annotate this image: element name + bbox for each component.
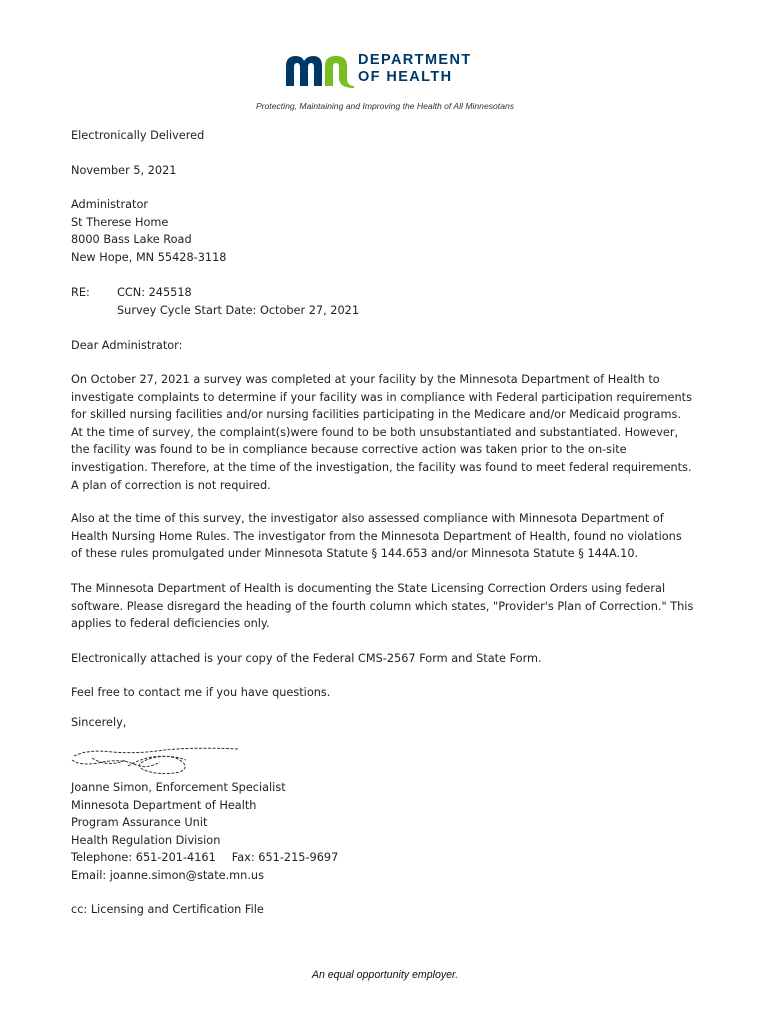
recipient-street: 8000 Bass Lake Road: [71, 233, 192, 247]
handwritten-signature: [68, 744, 243, 776]
re-survey-date: Survey Cycle Start Date: October 27, 2021: [117, 303, 360, 317]
cc-line: cc: Licensing and Certification File: [71, 903, 264, 916]
recipient-city: New Hope, MN 55428-3118: [71, 250, 227, 264]
signer-unit: Program Assurance Unit: [71, 816, 208, 830]
logo-line-of-health: OF HEALTH: [358, 69, 453, 85]
recipient-address: [71, 196, 696, 266]
recipient-name: St Therese Home: [71, 215, 169, 229]
logo-wordmark: [358, 52, 472, 86]
delivery-method: Electronically Delivered: [71, 129, 205, 142]
closing: Sincerely,: [71, 716, 127, 729]
signer-name: Joanne Simon, Enforcement Specialist: [71, 781, 286, 794]
paragraph-5: Feel free to contact me if you have questions.: [71, 686, 331, 699]
paragraph-4: Electronically attached is your copy of the Federal CMS-2567 Form and State Form.: [71, 652, 542, 665]
recipient-title: Administrator: [71, 198, 149, 211]
paragraph-2: Also at the time of this survey, the investigator also assessed compliance with Minnesota Department of Health Nursing Home Rules. The investigator from the Minnesota Department of Health, found no violations of these rules promulgated under Minnesota Statute § 144.653 and/or Minnesota Statute § 144A.10.: [71, 512, 682, 561]
signer-org: Minnesota Department of Health: [71, 798, 257, 812]
re-block: [71, 284, 696, 319]
signer-phone-fax: [71, 849, 696, 867]
letter-date: November 5, 2021: [71, 164, 177, 177]
tagline: Protecting, Maintaining and Improving the Health of All Minnesotans: [255, 101, 515, 111]
re-ccn: CCN: 245518: [117, 286, 192, 299]
signer-telephone: Telephone: 651-201-4161: [71, 851, 216, 865]
paragraph-3: The Minnesota Department of Health is documenting the State Licensing Correction Orders using federal software. Please disregard the heading of the fourth column which states, "Provider's Plan of Correction." This applies to federal deficiencies only.: [71, 582, 694, 631]
mdh-logo: [284, 52, 494, 88]
logo-line-department: DEPARTMENT: [358, 52, 472, 68]
signer-email: Email: joanne.simon@state.mn.us: [71, 868, 264, 882]
paragraph-1: On October 27, 2021 a survey was completed at your facility by the Minnesota Department of Health to investigate complaints to determine if your facility was in compliance with Federal participation requirements for skilled nursing facilities and/or nursing facilities participating in the Medicare and/or Medicaid programs. At the time of survey, the complaint(s)were found to be both unsubstantiated and substantiated. However, the facility was found to be in compliance because corrective action was taken prior to the on-site investigation. Therefore, at the time of the investigation, the facility was found to meet federal requirements. A plan of correction is not required.: [71, 373, 692, 492]
salutation: Dear Administrator:: [71, 339, 183, 352]
re-label: RE:: [71, 286, 90, 299]
footer-equal-opportunity: An equal opportunity employer.: [311, 969, 459, 981]
signer-block: [71, 779, 696, 885]
mn-logo-mark: [284, 52, 356, 88]
signer-fax: Fax: 651-215-9697: [231, 851, 339, 865]
signer-division: Health Regulation Division: [71, 833, 221, 847]
